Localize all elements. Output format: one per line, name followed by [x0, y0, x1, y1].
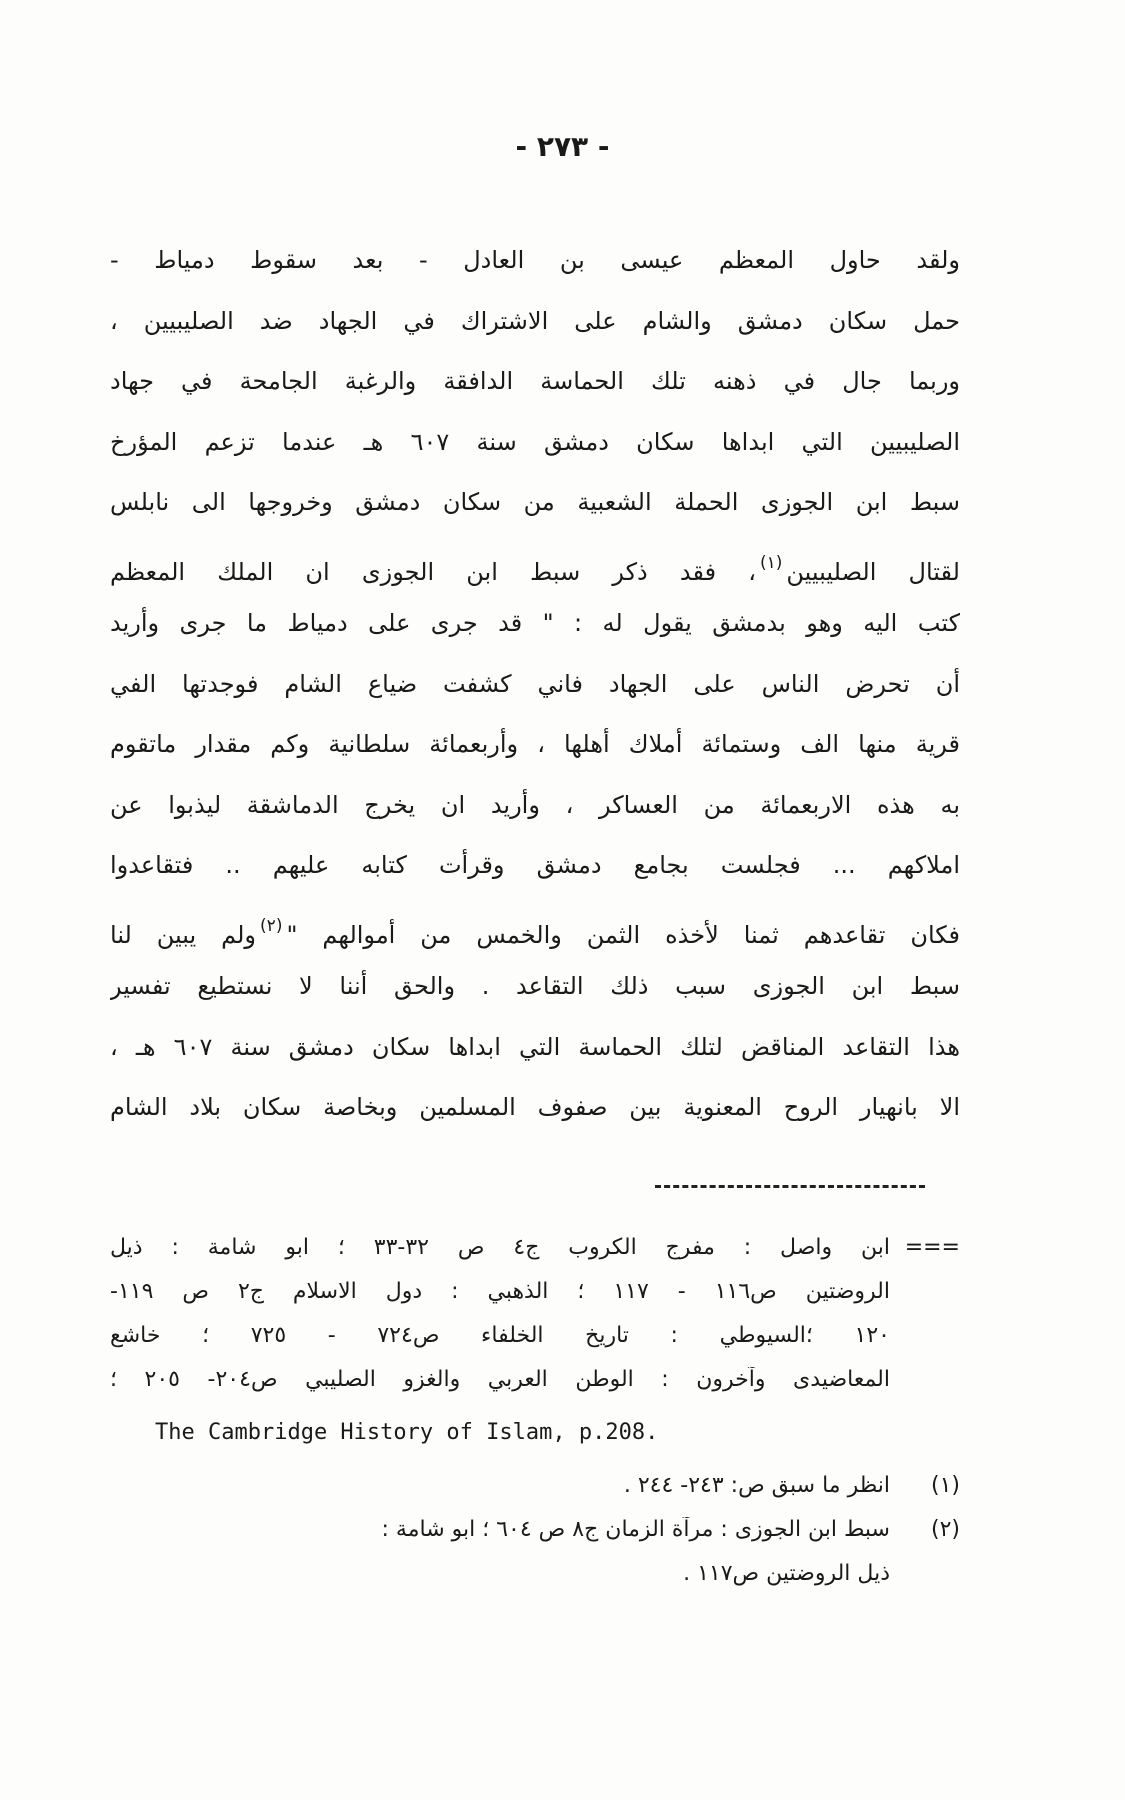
footnote-1-mark: (١)	[930, 1473, 960, 1498]
text-line-7: كتب اليه وهو بدمشق يقول له : " قد جرى على دمياط ما جرى وأريد	[110, 609, 960, 637]
footnote-ref-1: (١)	[759, 552, 783, 573]
text-line-8: أن تحرض الناس على الجهاد فاني كشفت ضياع الشام فوجدتها الفي	[110, 669, 960, 698]
text-line-2: حمل سكان دمشق والشام على الاشتراك في الجهاد ضد الصليبيين ،	[110, 306, 960, 335]
text-line-12-start: فكان تقاعدهم ثمنا لأخذه الثمن والخمس من أموالهم "	[286, 920, 960, 949]
sources-line-1: ابن واصل : مفرج الكروب ج٤ ص ٣٢-٣٣ ؛ ابو شامة : ذيل	[110, 1235, 890, 1260]
text-line-1: ولقد حاول المعظم عيسى بن العادل - بعد سقوط دمياط -	[110, 246, 960, 274]
text-line-6-start: لقتال الصليبيين	[786, 557, 960, 586]
footnotes	[110, 1473, 960, 1605]
text-line-15: الا بانهيار الروح المعنوية بين صفوف المسلمين وبخاصة سكان بلاد الشام	[110, 1093, 960, 1121]
footnote-separator	[655, 1185, 925, 1188]
references-block	[110, 1235, 960, 1605]
footnote-2-cont	[110, 1561, 960, 1605]
text-line-9: قرية منها الف وستمائة أملاك أهلها ، وأربعمائة سلطانية وكم مقدار ماتقوم	[110, 730, 960, 758]
sources-latin-line: The Cambridge History of Islam, p.208.	[155, 1420, 659, 1445]
footnote-2-text: سبط ابن الجوزى : مرآة الزمان ج٨ ص ٦٠٤ ؛ ابو شامة :	[381, 1517, 890, 1542]
text-line-5: سبط ابن الجوزى الحملة الشعبية من سكان دمشق وخروجها الى نابلس	[110, 488, 960, 516]
footnote-1	[110, 1473, 960, 1517]
sources-entry-cont	[110, 1367, 960, 1411]
text-line-6	[110, 543, 960, 604]
text-line-10: به هذه الاربعمائة من العساكر ، وأريد ان يخرج الدماشقة ليذبوا عن	[110, 790, 960, 819]
main-text	[110, 240, 960, 1148]
text-line-4: الصليبيين التي ابداها سكان دمشق سنة ٦٠٧ هـ عندما تزعم المؤرخ	[110, 427, 960, 456]
footnote-1-text: انظر ما سبق ص: ٢٤٣- ٢٤٤ .	[623, 1473, 890, 1498]
text-line-12	[110, 906, 960, 967]
text-line-12-end: ولم يبين لنا	[110, 920, 257, 949]
sources-entry-cont	[110, 1279, 960, 1323]
footnote-2	[110, 1517, 960, 1561]
sources-line-4: المعاضيدى وآخرون : الوطن العربي والغزو الصليبي ص٢٠٤- ٢٠٥ ؛	[110, 1367, 890, 1392]
text-line-14: هذا التقاعد المناقض لتلك الحماسة التي ابداها سكان دمشق سنة ٦٠٧ هـ ،	[110, 1032, 960, 1061]
text-line-6-end: ، فقد ذكر سبط ابن الجوزى ان الملك المعظم	[110, 557, 756, 586]
footnote-2-mark: (٢)	[930, 1517, 960, 1542]
text-line-13: سبط ابن الجوزى سبب ذلك التقاعد . والحق أننا لا نستطيع تفسير	[110, 972, 960, 1000]
footnote-2-text-cont: ذيل الروضتين ص١١٧ .	[683, 1561, 890, 1586]
sources-line-2: الروضتين ص١١٦ - ١١٧ ؛ الذهبي : دول الاسلام ج٢ ص ١١٩-	[110, 1279, 890, 1304]
page-number: - ٢٧٣ -	[515, 130, 610, 163]
footnote-ref-2: (٢)	[260, 915, 283, 936]
text-line-11: املاكهم ... فجلست بجامع دمشق وقرأت كتابه عليهم .. فتقاعدوا	[110, 851, 960, 879]
sources-line-3: ١٢٠ ؛السيوطي : تاريخ الخلفاء ص٧٢٤ - ٧٢٥ ؛ خاشع	[110, 1323, 890, 1348]
sources-entry	[110, 1235, 960, 1279]
sources-mark: ===	[904, 1235, 960, 1260]
sources-entry-cont	[110, 1323, 960, 1367]
text-line-3: وربما جال في ذهنه تلك الحماسة الدافقة والرغبة الجامحة في جهاد	[110, 367, 960, 395]
